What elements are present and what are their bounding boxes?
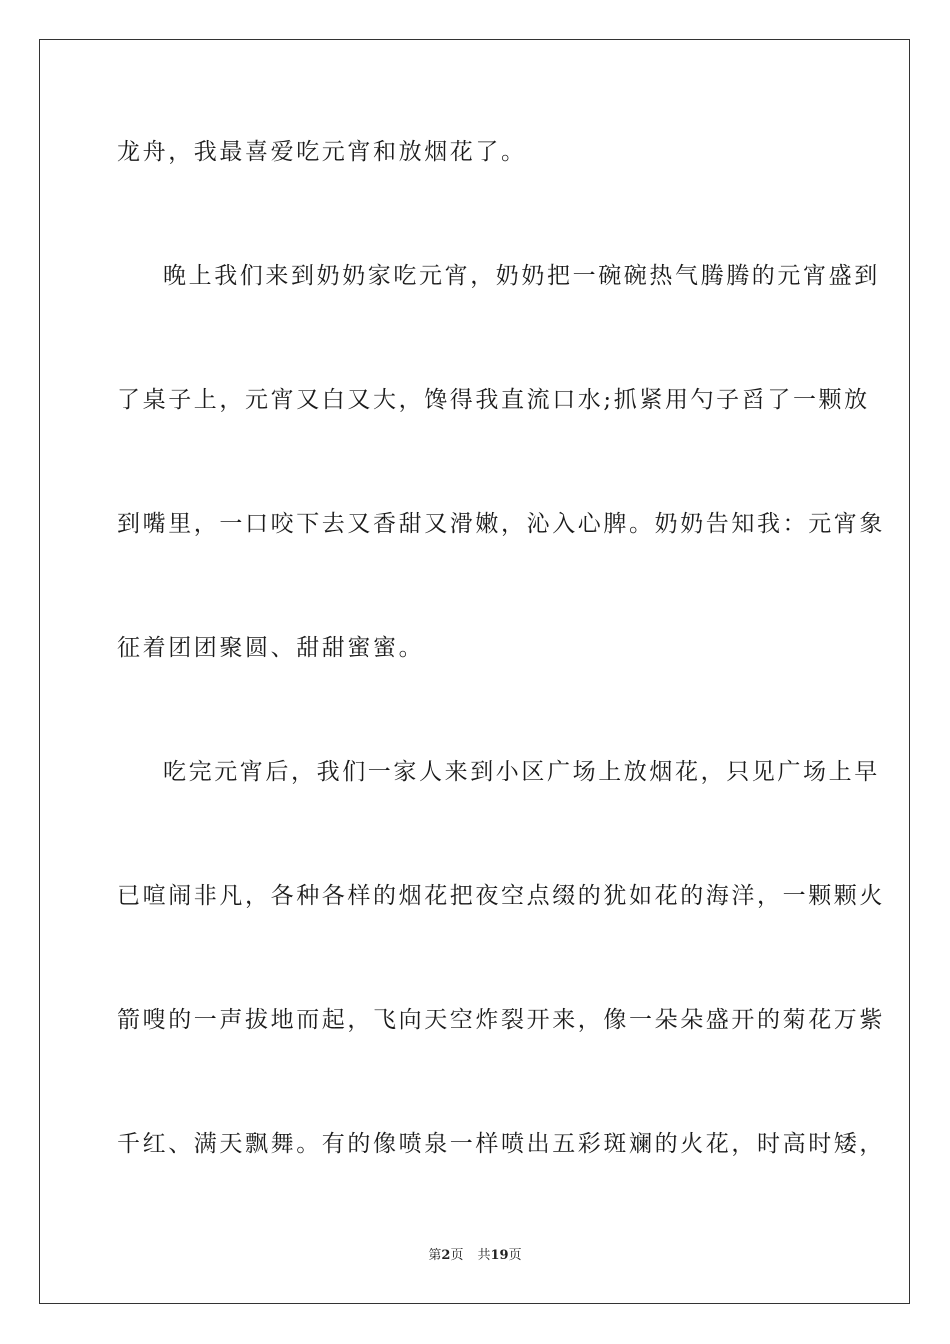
page-prefix: 第	[428, 1248, 442, 1263]
page-border	[39, 39, 910, 1304]
text-line-1: 龙舟，我最喜爱吃元宵和放烟花了。	[117, 139, 527, 165]
page-footer	[0, 1247, 950, 1265]
text-line-9: 千红、满天飘舞。有的像喷泉一样喷出五彩斑斓的火花，时高时矮，	[117, 1131, 885, 1157]
text-line-3: 了桌子上，元宵又白又大，馋得我直流口水;抓紧用勺子舀了一颗放	[117, 387, 870, 413]
text-line-6: 吃完元宵后，我们一家人来到小区广场上放烟花，只见广场上早	[163, 759, 880, 785]
text-line-7: 已喧闹非凡，各种各样的烟花把夜空点缀的犹如花的海洋，一颗颗火	[117, 883, 885, 909]
total-suffix: 页	[508, 1248, 522, 1263]
text-line-4: 到嘴里，一口咬下去又香甜又滑嫩，沁入心脾。奶奶告知我：元宵象	[117, 511, 885, 537]
total-pages: 19	[490, 1248, 509, 1263]
page-suffix: 页	[450, 1248, 464, 1263]
text-line-5: 征着团团聚圆、甜甜蜜蜜。	[117, 635, 425, 661]
total-prefix: 共	[477, 1248, 491, 1263]
text-line-8: 箭嗖的一声拔地而起，飞向天空炸裂开来，像一朵朵盛开的菊花万紫	[117, 1007, 885, 1033]
page-number: 2	[441, 1248, 451, 1263]
text-line-2: 晚上我们来到奶奶家吃元宵，奶奶把一碗碗热气腾腾的元宵盛到	[163, 263, 880, 289]
